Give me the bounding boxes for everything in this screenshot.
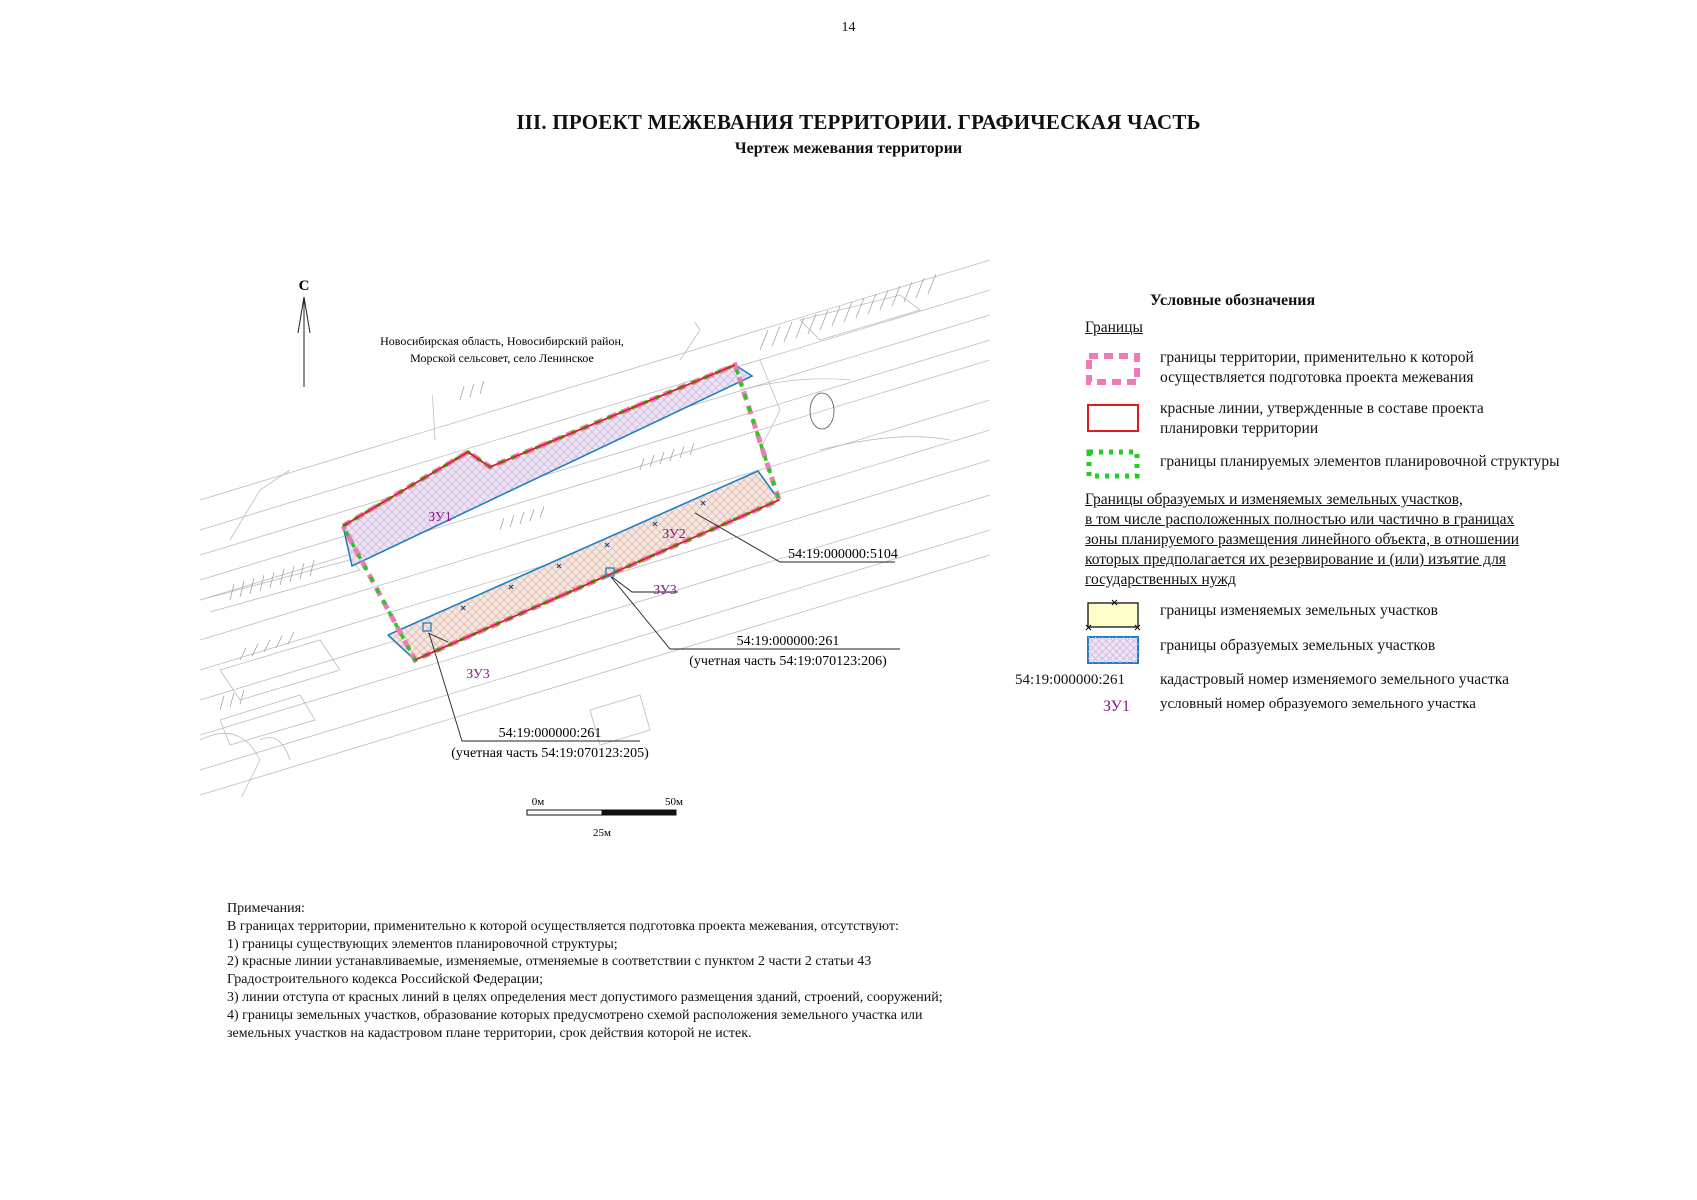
plot-label-zu2: ЗУ2: [662, 527, 686, 542]
legend-code-cadastral: 54:19:000000:261: [1015, 672, 1126, 688]
legend-code-plot-number: ЗУ1: [1103, 698, 1130, 715]
plot-label-zu3-b: ЗУ3: [653, 583, 677, 598]
legend-section-plots: Границы образуемых и изменяемых земельных участков, в том числе расположенных полностью или частично в границах зоны планируемого размещения линейного объекта, в отношении которых предполагается их резервирование и (или) изъятие для государственных нужд: [1085, 491, 1520, 588]
plot-label-zu3-a: ЗУ3: [466, 667, 490, 682]
scale-right-label: 50м: [665, 796, 683, 808]
callout-261-a-sub: (учетная часть 54:19:070123:206): [689, 654, 887, 669]
legend-swatch-red-lines: [1085, 402, 1141, 434]
notes-line: Градостроительного кодекса Российской Федерации;: [227, 972, 544, 988]
page-title: III. ПРОЕКТ МЕЖЕВАНИЯ ТЕРРИТОРИИ. ГРАФИЧЕСКАЯ ЧАСТЬ: [516, 110, 1201, 134]
north-label: С: [298, 278, 310, 294]
scale-left-label: 0м: [531, 796, 545, 808]
notes-line: 4) границы земельных участков, образование которых предусмотрено схемой расположения земельного участка или: [227, 1007, 923, 1023]
legend-title: Условные обозначения: [1150, 292, 1316, 309]
legend-item-territory: границы территории, применительно к которой осуществляется подготовка проекта межевания: [1160, 349, 1474, 386]
scale-mid-label: 25м: [593, 827, 611, 839]
notes-heading: Примечания:: [227, 901, 305, 916]
callout-261-a-number: 54:19:000000:261: [736, 634, 840, 649]
legend-item-planning-structure: границы планируемых элементов планировочной структуры: [1160, 453, 1560, 470]
notes-line: 1) границы существующих элементов планировочной структуры;: [227, 936, 618, 952]
callout-261-b-number: 54:19:000000:261: [498, 726, 602, 741]
notes-line: 3) линии отступа от красных линий в целях определения мест допустимого размещения зданий, строений, сооружений;: [227, 989, 943, 1005]
notes-line: В границах территории, применительно к которой осуществляется подготовка проекта межевания, отсутствуют:: [227, 918, 899, 934]
legend-item-plot-number: условный номер образуемого земельного участка: [1160, 696, 1476, 712]
notes-line: 2) красные линии устанавливаемые, изменяемые, отменяемые в соответствии с пунктом 2 части 2 статьи 43: [227, 954, 872, 970]
page-number: 14: [841, 20, 856, 35]
callout-5104: 54:19:000000:5104: [788, 547, 898, 562]
legend-swatch-territory: [1085, 352, 1141, 386]
legend-section-borders: Границы: [1085, 319, 1143, 336]
scale-bar: [527, 810, 676, 815]
page-subtitle: Чертеж межевания территории: [734, 140, 963, 157]
legend-item-changed-plots: границы изменяемых земельных участков: [1160, 602, 1438, 619]
notes-block: [227, 900, 1127, 1042]
legend-item-cadastral: кадастровый номер изменяемого земельного участка: [1160, 671, 1509, 688]
legend-swatch-changed-plots: [1085, 598, 1141, 632]
location-line-1: Новосибирская область, Новосибирский район,: [380, 334, 624, 348]
plot-label-zu1: ЗУ1: [428, 510, 452, 525]
legend-item-red-lines: красные линии, утвержденные в составе проекта планировки территории: [1160, 400, 1484, 437]
location-line-2: Морской сельсовет, село Ленинское: [410, 351, 594, 365]
legend-swatch-planning-structure: [1085, 448, 1141, 480]
north-arrow: [298, 297, 310, 387]
legend-item-formed-plots: границы образуемых земельных участков: [1160, 637, 1436, 654]
notes-line: земельных участков на кадастровом плане территории, срок действия которой не истек.: [227, 1025, 752, 1041]
callout-261-b-sub: (учетная часть 54:19:070123:205): [451, 746, 649, 761]
legend-swatch-formed-plots: [1085, 634, 1141, 666]
cadastral-map: [200, 240, 1000, 840]
